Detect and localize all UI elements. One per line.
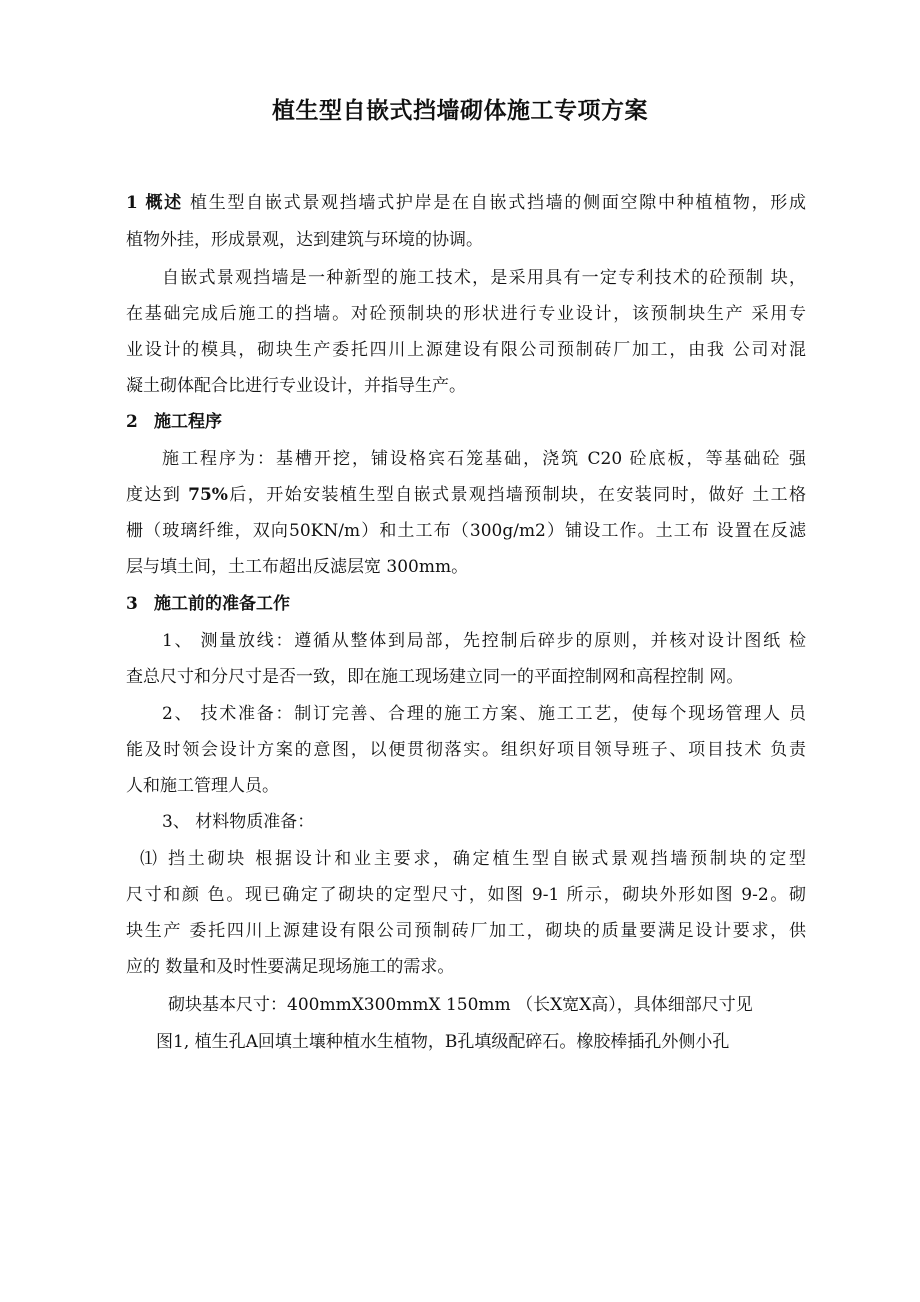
s3-heading bbox=[126, 593, 290, 615]
s3-heading-text: 施工前的准备工作 bbox=[154, 594, 290, 614]
s2-line4: 层与填土间，土工布超出反滤层宽 300mm。 bbox=[126, 557, 469, 577]
s1-p2-line3: 业设计的模具，砌块生产委托四川上源建设有限公司预制砖厂加工，由我 公司对混 bbox=[126, 340, 806, 360]
s1-paragraph-line bbox=[126, 192, 806, 214]
s1-p1-text: 植生型自嵌式景观挡墙式护岸是在自嵌式挡墙的侧面空隙中种植植物，形成 bbox=[190, 193, 807, 213]
figure-reference-line: 图1, 植生孔A回填土壤种植水生植物，B孔填级配碎石。橡胶棒插孔外侧小孔 bbox=[156, 1032, 730, 1052]
s2-line3: 栅（玻璃纤维，双向50KN/m）和土工布（300g/m2）铺设工作。土工布 设置在反滤 bbox=[126, 521, 806, 541]
s3-item2-line3: 人和施工管理人员。 bbox=[126, 776, 279, 796]
s3-item2-line1: 2、 技术准备：制订完善、合理的施工方案、施工工艺，使每个现场管理人 员 bbox=[162, 704, 806, 724]
s3-sub1-line4: 应的 数量和及时性要满足现场施工的需求。 bbox=[126, 957, 455, 977]
s3-item1-line1: 1、 测量放线：遵循从整体到局部，先控制后碎步的原则，并核对设计图纸 检 bbox=[162, 631, 806, 651]
s2-heading-text: 施工程序 bbox=[154, 412, 222, 432]
s3-item2-line2: 能及时领会设计方案的意图，以便贯彻落实。组织好项目领导班子、项目技术 负责 bbox=[126, 740, 806, 760]
s3-item1-line2: 查总尺寸和分尺寸是否一致，即在施工现场建立同一的平面控制网和高程控制 网。 bbox=[126, 667, 744, 687]
s2-line2 bbox=[126, 484, 806, 506]
s3-sub1-line1: ⑴ 挡土砌块 根据设计和业主要求，确定植生型自嵌式景观挡墙预制块的定型 bbox=[140, 849, 806, 869]
s3-sub1-line3: 块生产 委托四川上源建设有限公司预制砖厂加工，砌块的质量要满足设计要求，供 bbox=[126, 921, 806, 941]
s2-percent: 75% bbox=[188, 485, 228, 505]
s2-number: 2 bbox=[126, 412, 138, 432]
s1-p2-line4: 凝土砌体配合比进行专业设计，并指导生产。 bbox=[126, 376, 466, 396]
s3-sub1-line2: 尺寸和颜 色。现已确定了砌块的定型尺寸，如图 9-1 所示，砌块外形如图 9-2。砌 bbox=[126, 885, 806, 905]
s3-item3: 3、 材料物质准备： bbox=[162, 812, 315, 832]
s2-line1: 施工程序为：基槽开挖，铺设格宾石笼基础，浇筑 C20 砼底板，等基础砼 强 bbox=[162, 449, 806, 469]
s2-line2-c: 后，开始安装植生型自嵌式景观挡墙预制块，在安装同时，做好 土工格 bbox=[227, 485, 807, 505]
s1-p2-line1: 自嵌式景观挡墙是一种新型的施工技术，是采用具有一定专利技术的砼预制 块， bbox=[162, 268, 806, 288]
document-title: 植生型自嵌式挡墙砌体施工专项方案 bbox=[272, 98, 648, 124]
s2-heading bbox=[126, 411, 222, 433]
s1-p1-line2: 植物外挂，形成景观，达到建筑与环境的协调。 bbox=[126, 230, 483, 250]
block-dimensions-line: 砌块基本尺寸：400mmX300mmX 150mm （长X宽X高），具体细部尺寸见 bbox=[168, 995, 753, 1015]
s1-p2-line2: 在基础完成后施工的挡墙。对砼预制块的形状进行专业设计，该预制块生产 采用专 bbox=[126, 304, 806, 324]
s2-line2-a: 度达到 bbox=[126, 485, 189, 505]
s1-heading: 1 概述 bbox=[126, 193, 183, 213]
s3-number: 3 bbox=[126, 594, 138, 614]
